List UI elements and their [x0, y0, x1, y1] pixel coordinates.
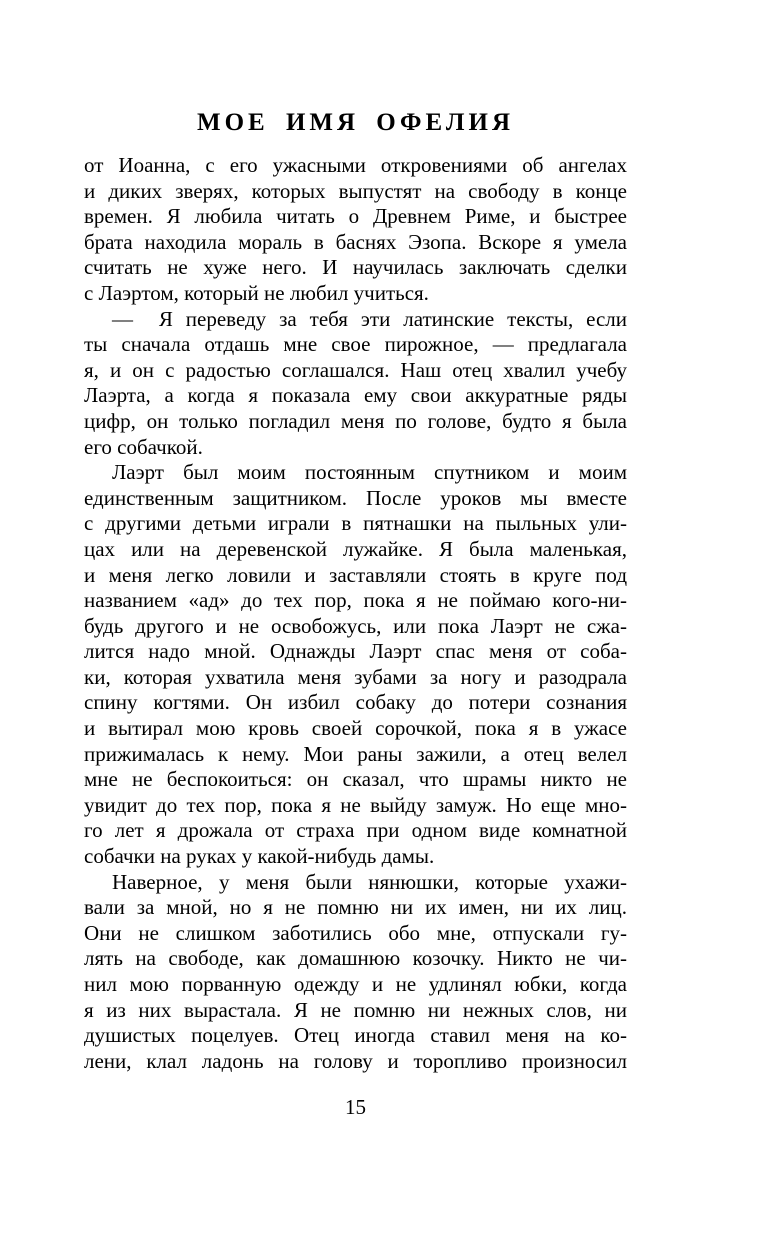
chapter-title: МОЕ ИМЯ ОФЕЛИЯ — [196, 109, 514, 136]
text-line: я, и он с радостью соглашался. Наш отец хвалил учебу — [84, 357, 627, 382]
text-line: лится надо мной. Однажды Лаэрт спас меня от соба- — [84, 639, 627, 664]
text-line: считать не хуже него. И научилась заключать сделки — [84, 255, 627, 280]
text-line: брата находила мораль в баснях Эзопа. Вскоре я умела — [84, 229, 627, 254]
text-line: будь другого и не освобожусь, или пока Лаэрт не сжа- — [84, 613, 627, 638]
text-line: его собачкой. — [84, 434, 203, 459]
text-line: единственным защитником. После уроков мы вместе — [84, 485, 627, 510]
text-line: го лет я дрожала от страха при одном виде комнатной — [84, 818, 627, 843]
text-line: ки, которая ухватила меня зубами за ногу и разодрала — [84, 664, 627, 689]
text-line: — Я переведу за тебя эти латинские тексты, если — [112, 306, 627, 331]
text-line: названием «ад» до тех пор, пока я не поймаю кого-ни- — [84, 588, 627, 613]
text-line: цах или на деревенской лужайке. Я была маленькая, — [84, 536, 627, 561]
page-number: 15 — [345, 1095, 366, 1120]
text-line: собачки на руках у какой-нибудь дамы. — [84, 844, 435, 869]
text-line: Лаэрта, а когда я показала ему свои аккуратные ряды — [84, 383, 627, 408]
text-line: цифр, он только погладил меня по голове, будто я была — [84, 408, 627, 433]
paragraph — [84, 307, 627, 461]
text-line: от Иоанна, с его ужасными откровениями об ангелах — [84, 153, 627, 177]
text-line: душистых поцелуев. Отец иногда ставил меня на ко- — [84, 1023, 627, 1048]
page-text — [84, 153, 627, 1074]
text-line: прижималась к нему. Мои раны зажили, а отец велел — [84, 741, 627, 766]
text-line: лени, клал ладонь на голову и торопливо произносил — [84, 1048, 627, 1073]
text-line: с Лаэртом, который не любил учиться. — [84, 280, 429, 305]
text-line: увидит до тех пор, пока я не выйду замуж. Но еще мно- — [84, 792, 627, 817]
text-line: ты сначала отдашь мне свое пирожное, — предлагала — [84, 332, 627, 357]
text-block — [84, 110, 627, 1120]
text-line: вали за мной, но я не помню ни их имен, ни их лиц. — [84, 895, 627, 920]
text-line: мне не беспокоиться: он сказал, что шрамы никто не — [84, 767, 627, 792]
text-line: Наверное, у меня были нянюшки, которые ухажи- — [112, 869, 627, 894]
text-line: и меня легко ловили и заставляли стоять в круге под — [84, 562, 627, 587]
text-line: и диких зверях, которых выпустят на свободу в конце — [84, 178, 627, 203]
text-line: лять на свободе, как домашнюю козочку. Никто не чи- — [84, 946, 627, 971]
paragraph — [84, 460, 627, 870]
text-line: времен. Я любила читать о Древнем Риме, и быстрее — [84, 204, 627, 229]
paragraph — [84, 153, 627, 307]
text-line: Они не слишком заботились обо мне, отпускали гу- — [84, 920, 627, 945]
text-line: и вытирал мою кровь своей сорочкой, пока я в ужасе — [84, 716, 627, 741]
text-line: Лаэрт был моим постоянным спутником и моим — [112, 460, 627, 485]
text-line: с другими детьми играли в пятнашки на пыльных ули- — [84, 511, 627, 536]
text-line: я из них вырастала. Я не помню ни нежных слов, ни — [84, 997, 627, 1022]
text-line: нил мою порванную одежду и не удлинял юбки, когда — [84, 972, 627, 996]
text-line: спину когтями. Он избил собаку до потери сознания — [84, 690, 627, 715]
paragraph — [84, 870, 627, 1075]
